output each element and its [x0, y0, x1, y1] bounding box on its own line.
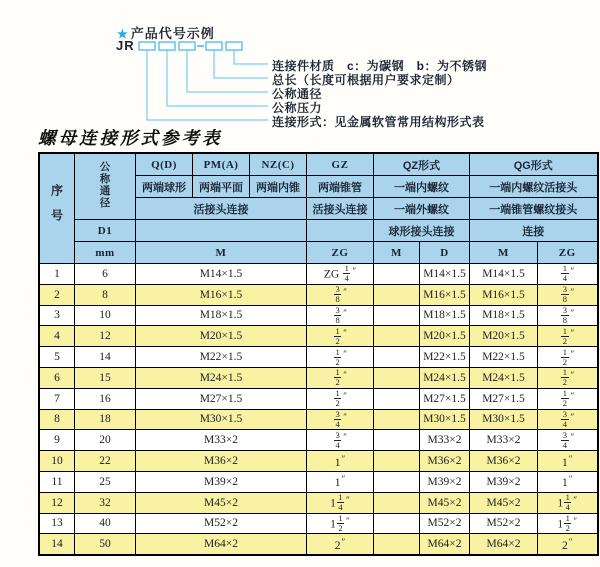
cell-qz-d: M39×2	[420, 471, 470, 492]
cell-gz-zg: 1″	[307, 451, 374, 472]
fraction: $\frac{1}{4}$	[338, 492, 343, 513]
fraction: $\frac{1}{2}$	[335, 388, 340, 409]
cell-dn: 40	[75, 513, 136, 534]
fraction: $\frac{1}{2}$	[562, 388, 567, 409]
cell-gz-zg: 2″	[307, 534, 374, 555]
fraction: $\frac{3}{4}$	[562, 409, 567, 429]
cell-qg-zg: 1 $\frac{1}{2}$ ″	[538, 513, 598, 534]
desc-nz: 两端内锥	[250, 176, 307, 198]
code-box-2	[159, 42, 175, 50]
cell-seq: 1	[39, 264, 75, 285]
cell-seq: 13	[39, 513, 75, 534]
cell-seq: 8	[39, 409, 75, 430]
fraction: $\frac{1}{4}$	[344, 263, 349, 284]
unit-qg-zg: ZG	[538, 242, 598, 264]
table-row	[39, 388, 598, 409]
code-prefix: JR	[116, 38, 135, 53]
table-row	[39, 430, 598, 451]
table-row	[39, 513, 598, 534]
cell-qz-d: M52×2	[420, 513, 470, 534]
table-row	[39, 367, 598, 388]
fraction: $\frac{1}{2}$	[335, 367, 340, 388]
leader-line-length	[214, 50, 268, 78]
leader-line-material	[234, 50, 268, 64]
cell-dn: 8	[75, 284, 136, 305]
conn-qz: 球形接头连接	[374, 220, 470, 242]
fraction: $\frac{3}{4}$	[335, 429, 340, 450]
conn-gz: 活接头连接	[307, 198, 374, 220]
col-header-qz: QZ形式	[374, 153, 470, 176]
cell-qz-m	[374, 347, 420, 368]
cell-qz-m	[374, 451, 420, 472]
cell-qz-m	[374, 284, 420, 305]
cell-gz-zg: $\frac{3}{8}$ ″	[307, 284, 374, 305]
cell-qg-zg: 1″	[538, 451, 598, 472]
cell-m-thread: M39×2	[136, 471, 307, 492]
cell-dn: 16	[75, 388, 136, 409]
col-header-nz: NZ(C)	[250, 153, 307, 176]
cell-qg-zg: $\frac{3}{8}$ ″	[538, 284, 598, 305]
cell-gz-zg: 1 $\frac{1}{4}$ ″	[307, 492, 374, 513]
cell-qg-m: M30×1.5	[470, 409, 538, 430]
cell-m-thread: M33×2	[136, 430, 307, 451]
cell-qg-m: M39×2	[470, 471, 538, 492]
cell-m-thread: M30×1.5	[136, 409, 307, 430]
fraction: $\frac{1}{2}$	[335, 325, 340, 346]
cell-qg-zg: 2″	[538, 534, 598, 555]
table-row	[39, 534, 598, 555]
cell-qg-zg: $\frac{1}{2}$ ″	[538, 347, 598, 368]
cell-qg-zg: $\frac{3}{4}$ ″	[538, 409, 598, 430]
product-code-heading-text: 产品代号示例	[130, 26, 215, 41]
conn-qg: 连接	[470, 220, 598, 242]
cell-m-thread: M52×2	[136, 513, 307, 534]
cell-seq: 2	[39, 284, 75, 305]
desc-qg-2: 一端锥管螺纹接头	[470, 198, 598, 220]
cell-qg-zg: $\frac{3}{8}$ ″	[538, 305, 598, 326]
cell-seq: 6	[39, 367, 75, 388]
fraction: $\frac{1}{4}$	[565, 492, 570, 513]
cell-dn: 50	[75, 534, 136, 555]
cell-gz-zg: 1 $\frac{1}{2}$ ″	[307, 513, 374, 534]
col-header-qg: QG形式	[470, 153, 598, 176]
fraction: $\frac{3}{8}$	[562, 284, 567, 305]
cell-qg-zg: $\frac{1}{2}$ ″	[538, 388, 598, 409]
code-box-1	[139, 42, 155, 50]
cell-seq: 10	[39, 451, 75, 472]
table-row	[39, 305, 598, 326]
header-row-5	[39, 242, 598, 264]
cell-dn: 22	[75, 451, 136, 472]
label-material: 连接件材质 c：为碳钢 b：为不锈钢	[272, 59, 488, 73]
col-header-seq-text: 序号	[49, 184, 64, 234]
cell-m-thread: M20×1.5	[136, 326, 307, 347]
fraction: $\frac{1}{2}$	[562, 346, 567, 367]
cell-seq: 4	[39, 326, 75, 347]
cell-qg-zg: 1 $\frac{1}{4}$ ″	[538, 492, 598, 513]
col-header-seq	[39, 153, 75, 264]
cell-qg-m: M64×2	[470, 534, 538, 555]
table-row	[39, 492, 598, 513]
cell-seq: 11	[39, 471, 75, 492]
cell-qz-m	[374, 305, 420, 326]
cell-qg-zg: $\frac{3}{4}$ ″	[538, 430, 598, 451]
leader-line-connection	[147, 50, 268, 120]
cell-m-thread: M64×2	[136, 534, 307, 555]
leader-line-diameter	[187, 50, 268, 92]
cell-seq: 3	[39, 305, 75, 326]
code-box-5	[226, 42, 242, 50]
fraction: $\frac{1}{2}$	[565, 513, 570, 533]
desc-gz: 两端锥管	[307, 176, 374, 198]
cell-dn: 25	[75, 471, 136, 492]
cell-qg-zg: $\frac{1}{2}$ ″	[538, 367, 598, 388]
unit-qz-m: M	[374, 242, 420, 264]
cell-qz-m	[374, 388, 420, 409]
star-icon: ★	[117, 27, 129, 41]
unit-gz-zg: ZG	[307, 242, 374, 264]
label-length: 总长（长度可根据用户要求定制）	[272, 73, 460, 87]
cell-m-thread: M16×1.5	[136, 284, 307, 305]
cell-dn: 12	[75, 326, 136, 347]
cell-dn: 32	[75, 492, 136, 513]
fraction: $\frac{1}{2}$	[335, 346, 340, 367]
fraction: $\frac{3}{4}$	[335, 409, 340, 429]
cell-qg-m: M36×2	[470, 451, 538, 472]
label-pressure: 公称压力	[272, 101, 323, 115]
cell-qz-m	[374, 409, 420, 430]
cell-qz-d: M30×1.5	[420, 409, 470, 430]
table-row	[39, 471, 598, 492]
table-row	[39, 451, 598, 472]
cell-gz-zg: 1″	[307, 471, 374, 492]
fraction: $\frac{1}{2}$	[562, 325, 567, 346]
desc-q: 两端球形	[136, 176, 193, 198]
cell-qz-d: M45×2	[420, 492, 470, 513]
col-header-d1: D1	[75, 220, 136, 242]
code-box-4	[206, 42, 222, 50]
desc-pm: 两端平面	[193, 176, 250, 198]
cell-dn: 20	[75, 430, 136, 451]
cell-qg-m: M16×1.5	[470, 284, 538, 305]
cell-dn: 18	[75, 409, 136, 430]
cell-dn: 10	[75, 305, 136, 326]
cell-qg-zg: 1″	[538, 471, 598, 492]
empty-cell-left	[136, 220, 307, 242]
cell-gz-zg: $\frac{1}{2}$ ″	[307, 367, 374, 388]
cell-qz-m	[374, 264, 420, 285]
table-title: 螺母连接形式参考表	[38, 128, 223, 148]
cell-gz-zg: $\frac{1}{2}$ ″	[307, 326, 374, 347]
col-header-q: Q(D)	[136, 153, 193, 176]
cell-seq: 5	[39, 347, 75, 368]
unit-qg-m: M	[470, 242, 538, 264]
fraction: $\frac{1}{2}$	[562, 367, 567, 388]
cell-qz-m	[374, 326, 420, 347]
leader-line-pressure	[167, 50, 268, 106]
fraction: $\frac{1}{2}$	[338, 513, 343, 533]
cell-qg-m: M24×1.5	[470, 367, 538, 388]
cell-seq: 14	[39, 534, 75, 555]
table-row	[39, 264, 598, 285]
code-box-3	[179, 42, 195, 50]
unit-m-span: M	[136, 242, 307, 264]
col-header-dn	[75, 153, 136, 220]
cell-qz-d: M14×1.5	[420, 264, 470, 285]
fraction: $\frac{3}{4}$	[562, 429, 567, 450]
cell-qz-m	[374, 471, 420, 492]
cell-qg-m: M22×1.5	[470, 347, 538, 368]
table-row	[39, 347, 598, 368]
cell-qz-d: M33×2	[420, 430, 470, 451]
cell-qz-d: M36×2	[420, 451, 470, 472]
cell-m-thread: M22×1.5	[136, 347, 307, 368]
unit-mm: mm	[75, 242, 136, 264]
cell-qz-d: M20×1.5	[420, 326, 470, 347]
cell-seq: 12	[39, 492, 75, 513]
table-row	[39, 409, 598, 430]
cell-qg-m: M52×2	[470, 513, 538, 534]
conn-left: 活接头连接	[136, 198, 307, 220]
cell-qz-d: M18×1.5	[420, 305, 470, 326]
cell-gz-zg: $\frac{1}{2}$ ″	[307, 388, 374, 409]
header-row-4	[39, 220, 598, 242]
header-row-1	[39, 153, 598, 176]
cell-qz-m	[374, 367, 420, 388]
cell-qz-d: M24×1.5	[420, 367, 470, 388]
cell-qz-m	[374, 492, 420, 513]
fraction: $\frac{3}{8}$	[562, 305, 567, 325]
cell-qg-m: M27×1.5	[470, 388, 538, 409]
col-header-pm: PM(A)	[193, 153, 250, 176]
cell-gz-zg: $\frac{3}{4}$ ″	[307, 409, 374, 430]
cell-dn: 15	[75, 367, 136, 388]
cell-qg-m: M18×1.5	[470, 305, 538, 326]
col-header-dn-text: 公称通径	[98, 161, 111, 209]
cell-qz-d: M16×1.5	[420, 284, 470, 305]
label-connection: 连接形式：见金属软管常用结构形式表	[272, 115, 485, 129]
cell-qg-m: M20×1.5	[470, 326, 538, 347]
fraction: $\frac{3}{8}$	[335, 305, 340, 325]
desc-qz-2: 一端外螺纹	[374, 198, 470, 220]
cell-qz-d: M22×1.5	[420, 347, 470, 368]
cell-qz-d: M27×1.5	[420, 388, 470, 409]
nut-connection-table	[38, 152, 599, 556]
cell-qz-m	[374, 513, 420, 534]
label-diameter: 公称通径	[272, 87, 323, 101]
cell-gz-zg: $\frac{1}{2}$ ″	[307, 347, 374, 368]
cell-seq: 7	[39, 388, 75, 409]
cell-qz-m	[374, 534, 420, 555]
cell-m-thread: M27×1.5	[136, 388, 307, 409]
cell-qg-zg: $\frac{1}{2}$ ″	[538, 326, 598, 347]
cell-m-thread: M36×2	[136, 451, 307, 472]
cell-m-thread: M24×1.5	[136, 367, 307, 388]
cell-qg-m: M33×2	[470, 430, 538, 451]
table-body	[39, 264, 598, 556]
desc-qg-1: 一端内螺纹活接头	[470, 176, 598, 198]
desc-qz-1: 一端内螺纹	[374, 176, 470, 198]
cell-gz-zg: $\frac{3}{4}$ ″	[307, 430, 374, 451]
cell-qz-d: M64×2	[420, 534, 470, 555]
cell-dn: 6	[75, 264, 136, 285]
fraction: $\frac{3}{8}$	[335, 284, 340, 305]
cell-qg-m: M45×2	[470, 492, 538, 513]
unit-qz-d: D	[420, 242, 470, 264]
cell-m-thread: M18×1.5	[136, 305, 307, 326]
cell-seq: 9	[39, 430, 75, 451]
cell-m-thread: M45×2	[136, 492, 307, 513]
cell-qg-zg: $\frac{1}{4}$ ″	[538, 264, 598, 285]
cell-gz-zg: ZG $\frac{1}{4}$ ″	[307, 264, 374, 285]
cell-qg-m: M14×1.5	[470, 264, 538, 285]
fraction: $\frac{1}{4}$	[562, 263, 567, 284]
col-header-gz: GZ	[307, 153, 374, 176]
table-row	[39, 284, 598, 305]
cell-dn: 14	[75, 347, 136, 368]
cell-qz-m	[374, 430, 420, 451]
table-row	[39, 326, 598, 347]
cell-gz-zg: $\frac{3}{8}$ ″	[307, 305, 374, 326]
cell-m-thread: M14×1.5	[136, 264, 307, 285]
empty-cell-gz	[307, 220, 374, 242]
